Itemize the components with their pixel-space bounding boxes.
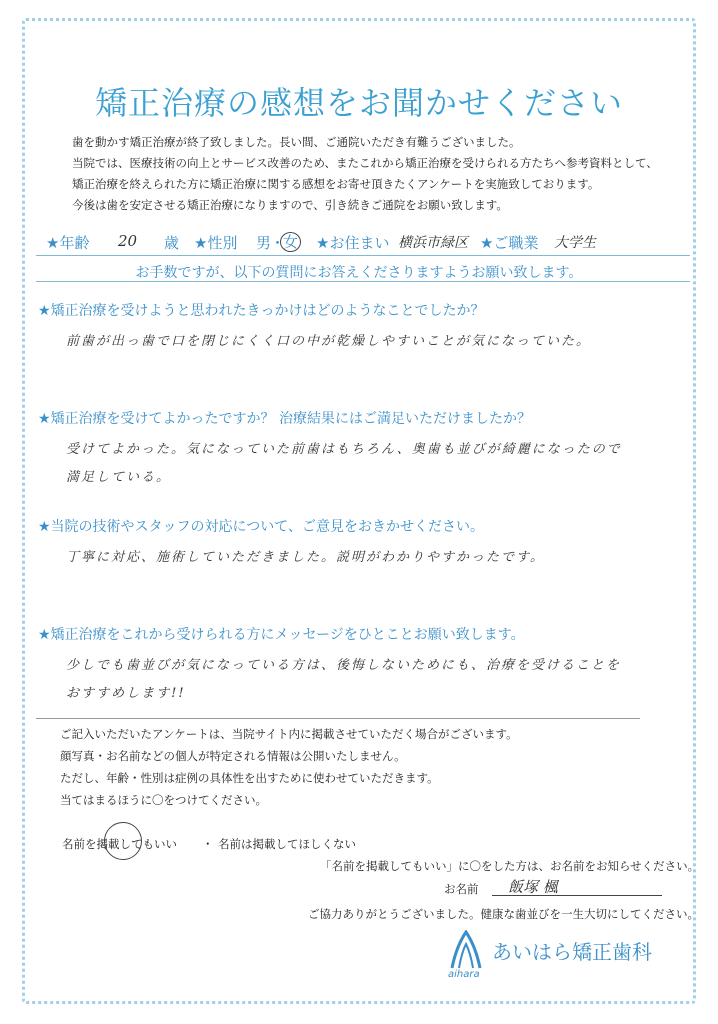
clinic-name: あいはら矯正歯科	[492, 940, 652, 964]
answer-1	[66, 328, 666, 356]
question-4: ★矯正治療をこれから受けられる方にメッセージをひとことお願い致します。	[38, 627, 525, 643]
answer-line: 前歯が出っ歯で口を閉じにくく口の中が乾燥しやすいことが気になっていた。	[66, 334, 592, 349]
answer-line: おすすめします!!	[66, 686, 186, 701]
footer-line: ただし、年齢・性別は症例の具体性を出すために使わせていただきます。	[60, 771, 439, 785]
answer-line: 丁寧に対応、施術していただきました。説明がわかりやすかったです。	[66, 550, 545, 565]
address-value: 横浜市緑区	[398, 235, 468, 251]
choice-allow[interactable]: 名前を掲載してもいい	[62, 837, 177, 851]
answer-2	[66, 436, 666, 492]
answer-line: 受けてよかった。気になっていた前歯はもちろん、奥歯も並びが綺麗になったので	[66, 442, 622, 457]
intro-text	[72, 132, 672, 216]
thanks-message: ご協力ありがとうございました。健康な歯並びを一生大切にしてください。	[308, 907, 699, 921]
answer-4	[66, 652, 666, 708]
sex-dot: ・	[270, 234, 286, 252]
choice-deny[interactable]: 名前は掲載してほしくない	[218, 837, 356, 851]
intro-line: 当院では、医療技術の向上とサービス改善のため、またこれから矯正治療を受けられる方たちへ参考資料として、	[72, 156, 658, 170]
name-underline	[492, 895, 662, 896]
question-2: ★矯正治療を受けてよかったですか？ 治療結果にはご満足いただけましたか？	[38, 411, 531, 427]
respondent-info	[46, 232, 696, 254]
intro-line: 歯を動かす矯正治療が終了致しました。長い間、ご通院いただき有難うございました。	[72, 135, 521, 149]
answer-line: 少しでも歯並びが気になっている方は、後悔しないためにも、治療を受けることを	[66, 658, 622, 673]
clinic-logo-icon	[448, 930, 484, 970]
sex-female-circled: 女	[280, 232, 301, 252]
age-label: ★年齢	[46, 234, 90, 252]
name-label: お名前	[444, 882, 479, 896]
footer-line: ご記入いただいたアンケートは、当院サイト内に掲載させていただく場合がございます。	[60, 727, 518, 741]
job-value: 大学生	[554, 235, 596, 251]
instruction-note: お手数ですが、以下の質問にお答えくださりますようお願い致します。	[135, 265, 583, 281]
intro-line: 今後は歯を安定させる矯正治療になりますので、引き続きご通院をお願い致します。	[72, 198, 508, 212]
section-divider	[36, 718, 640, 719]
name-value: 飯塚 楓	[508, 878, 558, 896]
note-divider	[36, 281, 690, 282]
question-3: ★当院の技術やスタッフの対応について、ご意見をおきかせください。	[38, 519, 484, 535]
sex-label: ★性別	[194, 234, 238, 252]
question-1: ★矯正治療を受けようと思われたきっかけはどのようなことでしたか？	[38, 303, 485, 319]
sex-male: 男	[256, 234, 272, 252]
footer-line: 当てはまるほうに〇をつけてください。	[60, 793, 267, 807]
job-label: ★ご職業	[480, 234, 539, 252]
answer-3	[66, 544, 666, 572]
footer-notice	[60, 723, 518, 811]
consent-note: 「名前を掲載してもいい」に〇をした方は、お名前をお知らせください。	[320, 859, 700, 873]
clinic-logo-sub: aihara	[448, 969, 480, 980]
intro-line: 矯正治療を終えられた方に矯正治療に関する感想をお寄せ頂きたくアンケートを実施致しております。	[72, 177, 600, 191]
answer-line: 満足している。	[66, 470, 172, 485]
address-label: ★お住まい	[316, 234, 390, 252]
footer-line: 顔写真・お名前などの個人が特定される情報は公開いたしません。	[60, 749, 406, 763]
info-underline	[36, 255, 690, 256]
age-unit: 歳	[164, 234, 180, 252]
page-title: 矯正治療の感想をお聞かせください	[94, 84, 623, 122]
choice-separator: ・	[202, 837, 214, 851]
age-value: 20	[118, 232, 138, 250]
